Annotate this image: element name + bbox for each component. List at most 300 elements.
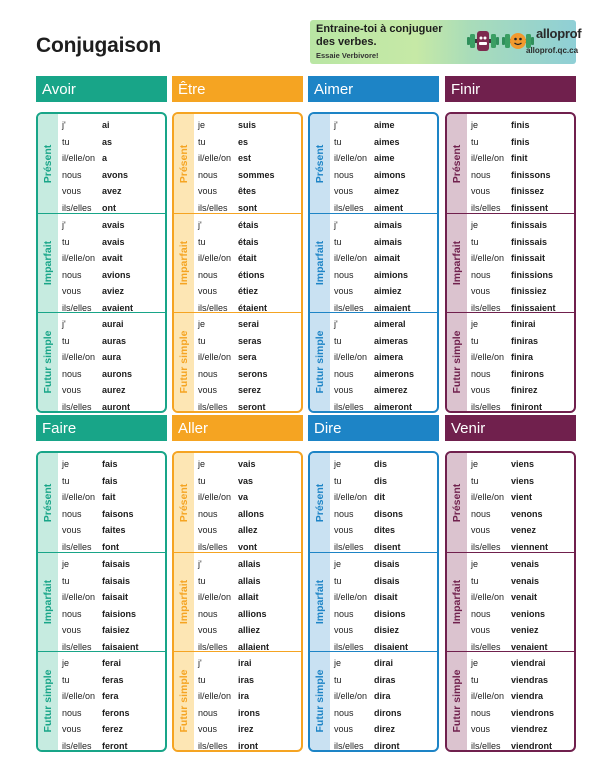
verb-form: fait <box>102 492 116 503</box>
conjugation-rows <box>467 214 574 312</box>
conjugation-row <box>58 349 165 366</box>
tense-block-futur <box>310 312 437 411</box>
conjugation-row <box>330 267 437 284</box>
verb-form: finissais <box>511 236 548 247</box>
verb-form: aimeral <box>374 319 406 330</box>
pronoun: tu <box>62 236 70 247</box>
verb-form: avons <box>102 169 129 180</box>
pronoun: vous <box>471 385 491 396</box>
conjugation-row <box>58 366 165 383</box>
conjugation-row <box>330 150 437 167</box>
conjugation-row <box>467 167 574 184</box>
conjugation-table <box>308 112 439 413</box>
verb-form: avions <box>102 269 131 280</box>
verb-form: faisais <box>102 559 131 570</box>
pronoun: je <box>334 459 342 470</box>
verb-form: disait <box>374 592 398 603</box>
tense-label-bar <box>310 214 330 312</box>
verb-form: aimeras <box>374 335 409 346</box>
verb-form: aime <box>374 120 395 131</box>
verb-form: finiront <box>511 401 542 412</box>
tense-label-bar <box>447 114 467 213</box>
pronoun: j' <box>334 220 338 231</box>
verb-form: irai <box>238 658 252 669</box>
verb-form: aimions <box>374 269 409 280</box>
conjugation-row <box>194 456 301 473</box>
verb-form: venait <box>511 592 538 603</box>
pronoun: tu <box>334 674 342 685</box>
conjugation-row <box>58 333 165 350</box>
verb-form: avait <box>102 253 123 264</box>
pronoun: je <box>62 459 70 470</box>
tense-label: Futur simple <box>451 669 463 733</box>
tense-label: Imparfait <box>42 579 54 625</box>
verb-form: est <box>238 153 252 164</box>
verb-form: seras <box>238 335 262 346</box>
conjugation-row <box>58 267 165 284</box>
pronoun: vous <box>471 525 491 536</box>
pronoun: il/elle/on <box>198 253 232 264</box>
conjugation-row <box>58 456 165 473</box>
conjugation-row <box>58 606 165 623</box>
pronoun: je <box>471 658 479 669</box>
conjugation-table <box>445 112 576 413</box>
verb-form: seront <box>238 401 266 412</box>
conjugation-row <box>467 150 574 167</box>
conjugation-row <box>467 399 574 414</box>
pronoun: tu <box>62 475 70 486</box>
conjugation-row <box>194 522 301 539</box>
verb-form: étions <box>238 269 265 280</box>
conjugation-rows <box>467 453 574 552</box>
conjugation-row <box>58 573 165 590</box>
pronoun: je <box>471 220 479 231</box>
verb-form: serons <box>238 368 268 379</box>
conjugation-row <box>58 688 165 705</box>
verb-form: faisaient <box>102 641 139 652</box>
pronoun: il/elle/on <box>198 352 232 363</box>
conjugation-row <box>330 167 437 184</box>
conjugation-row <box>467 473 574 490</box>
conjugation-row <box>194 250 301 267</box>
tense-label: Imparfait <box>178 240 190 286</box>
tense-label-bar <box>38 553 58 651</box>
conjugation-row <box>467 573 574 590</box>
conjugation-row <box>58 589 165 606</box>
conjugation-rows <box>194 553 301 651</box>
tense-label-bar <box>38 453 58 552</box>
conjugation-row <box>467 382 574 399</box>
conjugation-row <box>330 506 437 523</box>
verb-form: sommes <box>238 169 275 180</box>
conjugation-row <box>58 399 165 414</box>
pronoun: tu <box>334 575 342 586</box>
conjugation-row <box>194 283 301 300</box>
conjugation-row <box>194 655 301 672</box>
verb-form: fera <box>102 691 119 702</box>
pronoun: il/elle/on <box>198 592 232 603</box>
tense-block-imparfait <box>310 213 437 312</box>
conjugation-table <box>308 451 439 752</box>
tense-label: Présent <box>42 144 54 183</box>
verb-form: fais <box>102 475 118 486</box>
verb-form: finiras <box>511 335 539 346</box>
verb-form: aimait <box>374 253 401 264</box>
conjugation-row <box>58 522 165 539</box>
conjugation-row <box>330 589 437 606</box>
pronoun: ils/elles <box>62 740 92 751</box>
conjugation-row <box>467 250 574 267</box>
pronoun: tu <box>471 236 479 247</box>
verb-form: étais <box>238 220 259 231</box>
verbivore-banner[interactable] <box>310 20 582 64</box>
tense-label-bar <box>310 114 330 213</box>
pronoun: tu <box>471 136 479 147</box>
pronoun: je <box>334 658 342 669</box>
pronoun: ils/elles <box>62 541 92 552</box>
pronoun: je <box>471 120 479 131</box>
pronoun: tu <box>471 575 479 586</box>
tense-block-present <box>310 114 437 213</box>
conjugation-rows <box>194 114 301 213</box>
conjugation-row <box>330 721 437 738</box>
tense-block-imparfait <box>447 213 574 312</box>
verb-form: allions <box>238 608 267 619</box>
verb-form: viendras <box>511 674 549 685</box>
verb-card-etre <box>172 76 303 412</box>
conjugation-row <box>330 573 437 590</box>
verb-card-faire <box>36 415 167 751</box>
pronoun: nous <box>471 508 491 519</box>
verb-form: faites <box>102 525 126 536</box>
tense-block-futur <box>38 651 165 750</box>
conjugation-row <box>330 473 437 490</box>
pronoun: tu <box>62 136 70 147</box>
verb-form: aimes <box>374 136 400 147</box>
pronoun: nous <box>471 269 491 280</box>
verb-form: allais <box>238 559 261 570</box>
conjugation-row <box>330 134 437 151</box>
verb-form: aimiez <box>374 286 402 297</box>
conjugation-row <box>330 738 437 753</box>
conjugation-rows <box>194 652 301 750</box>
verb-form: viendrons <box>511 707 555 718</box>
verb-form: finirons <box>511 368 544 379</box>
conjugation-row <box>467 366 574 383</box>
pronoun: ils/elles <box>62 202 92 213</box>
tense-block-present <box>447 453 574 552</box>
tense-label: Présent <box>451 144 463 183</box>
pronoun: tu <box>198 575 206 586</box>
verb-form: disiez <box>374 625 400 636</box>
conjugation-row <box>58 721 165 738</box>
conjugation-row <box>58 234 165 251</box>
conjugation-row <box>194 234 301 251</box>
pronoun: nous <box>334 368 354 379</box>
tense-label-bar <box>447 313 467 411</box>
pronoun: il/elle/on <box>62 492 96 503</box>
pronoun: tu <box>471 674 479 685</box>
conjugation-row <box>330 234 437 251</box>
conjugation-rows <box>330 453 437 552</box>
conjugation-row <box>58 705 165 722</box>
pronoun: nous <box>62 508 82 519</box>
conjugation-row <box>194 167 301 184</box>
conjugation-rows <box>330 214 437 312</box>
pronoun: ils/elles <box>62 641 92 652</box>
pronoun: nous <box>334 707 354 718</box>
pronoun: il/elle/on <box>198 691 232 702</box>
verb-form: viendrai <box>511 658 546 669</box>
conjugation-row <box>330 349 437 366</box>
verb-form: finissiez <box>511 286 547 297</box>
conjugation-row <box>194 333 301 350</box>
conjugation-table <box>36 112 167 413</box>
pronoun: j' <box>62 120 66 131</box>
pronoun: ils/elles <box>334 401 364 412</box>
conjugation-row <box>467 489 574 506</box>
conjugation-rows <box>467 652 574 750</box>
verb-form: aimeront <box>374 401 413 412</box>
verb-form: aimons <box>374 169 406 180</box>
tense-block-futur <box>174 312 301 411</box>
conjugation-row <box>467 522 574 539</box>
conjugation-row <box>194 705 301 722</box>
pronoun: je <box>198 120 206 131</box>
verb-form: finira <box>511 352 534 363</box>
verb-form: veniez <box>511 625 539 636</box>
verb-form: ira <box>238 691 250 702</box>
verb-form: ferez <box>102 724 124 735</box>
pronoun: il/elle/on <box>334 492 368 503</box>
conjugation-row <box>330 672 437 689</box>
pronoun: ils/elles <box>471 740 501 751</box>
verb-form: aime <box>374 153 395 164</box>
conjugation-row <box>330 117 437 134</box>
tense-label: Futur simple <box>178 330 190 394</box>
verb-form: as <box>102 136 113 147</box>
tense-label-bar <box>174 553 194 651</box>
conjugation-row <box>330 183 437 200</box>
pronoun: vous <box>334 385 354 396</box>
verb-form: feront <box>102 740 128 751</box>
tense-label: Présent <box>314 144 326 183</box>
verb-form: avais <box>102 236 125 247</box>
conjugation-row <box>330 606 437 623</box>
tense-block-futur <box>310 651 437 750</box>
pronoun: vous <box>198 724 218 735</box>
tense-label: Imparfait <box>42 240 54 286</box>
pronoun: il/elle/on <box>334 592 368 603</box>
tense-label: Imparfait <box>178 579 190 625</box>
conjugation-rows <box>467 114 574 213</box>
verb-form: étaient <box>238 302 268 313</box>
pronoun: ils/elles <box>198 541 228 552</box>
verb-form: aimerez <box>374 385 408 396</box>
pronoun: ils/elles <box>62 302 92 313</box>
pronoun: vous <box>62 525 82 536</box>
pronoun: nous <box>62 368 82 379</box>
tense-label: Présent <box>451 483 463 522</box>
pronoun: nous <box>334 269 354 280</box>
verb-title: Aller <box>172 415 303 441</box>
conjugation-row <box>194 217 301 234</box>
verb-form: dis <box>374 475 388 486</box>
verb-form: fais <box>102 459 118 470</box>
tense-label-bar <box>447 453 467 552</box>
pronoun: nous <box>334 608 354 619</box>
conjugation-rows <box>58 313 165 411</box>
verb-title: Être <box>172 76 303 102</box>
verb-form: viens <box>511 475 535 486</box>
tense-label: Présent <box>42 483 54 522</box>
verb-form: disent <box>374 541 401 552</box>
pronoun: il/elle/on <box>471 153 505 164</box>
conjugation-row <box>194 399 301 414</box>
verb-form: va <box>238 492 249 503</box>
verb-form: venons <box>511 508 543 519</box>
tense-label-bar <box>447 652 467 750</box>
tense-block-present <box>174 453 301 552</box>
verb-form: aimera <box>374 352 404 363</box>
pronoun: il/elle/on <box>334 691 368 702</box>
pronoun: nous <box>471 368 491 379</box>
verb-form: finis <box>511 120 530 131</box>
verb-form: dites <box>374 525 396 536</box>
tense-block-futur <box>38 312 165 411</box>
conjugation-row <box>194 267 301 284</box>
conjugation-row <box>330 316 437 333</box>
verb-form: aimais <box>374 220 403 231</box>
pronoun: je <box>62 559 70 570</box>
verb-title: Faire <box>36 415 167 441</box>
conjugation-row <box>58 217 165 234</box>
conjugation-row <box>467 234 574 251</box>
verb-form: faisiez <box>102 625 130 636</box>
conjugation-row <box>330 456 437 473</box>
verb-form: finissions <box>511 269 554 280</box>
verb-form: sont <box>238 202 257 213</box>
conjugation-rows <box>58 114 165 213</box>
conjugation-row <box>58 506 165 523</box>
conjugation-row <box>467 705 574 722</box>
pronoun: il/elle/on <box>471 691 505 702</box>
conjugation-row <box>467 183 574 200</box>
conjugation-row <box>467 134 574 151</box>
conjugation-rows <box>194 453 301 552</box>
pronoun: je <box>471 459 479 470</box>
pronoun: je <box>471 559 479 570</box>
pronoun: je <box>471 319 479 330</box>
conjugation-row <box>194 688 301 705</box>
banner-cta[interactable]: Essaie Verbivore! <box>316 51 379 60</box>
pronoun: tu <box>62 575 70 586</box>
tense-block-present <box>38 453 165 552</box>
conjugation-row <box>467 333 574 350</box>
tense-label-bar <box>310 313 330 411</box>
conjugation-row <box>58 150 165 167</box>
verb-title: Aimer <box>308 76 439 102</box>
tense-label-bar <box>174 453 194 552</box>
verb-form: iront <box>238 740 258 751</box>
pronoun: il/elle/on <box>471 253 505 264</box>
tense-block-imparfait <box>310 552 437 651</box>
pronoun: il/elle/on <box>198 492 232 503</box>
tense-label-bar <box>38 313 58 411</box>
verb-title: Venir <box>445 415 576 441</box>
verb-form: finirai <box>511 319 536 330</box>
verb-form: vais <box>238 459 256 470</box>
conjugation-row <box>467 349 574 366</box>
conjugation-row <box>194 489 301 506</box>
tense-label: Présent <box>178 144 190 183</box>
conjugation-row <box>194 183 301 200</box>
pronoun: il/elle/on <box>62 592 96 603</box>
banner-url[interactable]: alloprof.qc.ca <box>526 46 579 55</box>
pronoun: vous <box>471 625 491 636</box>
pronoun: vous <box>198 286 218 297</box>
verb-form: finissais <box>511 220 548 231</box>
pronoun: j' <box>198 658 202 669</box>
verb-form: alliez <box>238 625 261 636</box>
pronoun: ils/elles <box>334 740 364 751</box>
tense-label: Futur simple <box>451 330 463 394</box>
verb-card-finir <box>445 76 576 412</box>
conjugation-row <box>467 589 574 606</box>
verb-form: venaient <box>511 641 548 652</box>
tense-label-bar <box>38 214 58 312</box>
pronoun: ils/elles <box>334 302 364 313</box>
pronoun: il/elle/on <box>334 153 368 164</box>
conjugation-row <box>58 316 165 333</box>
pronoun: nous <box>198 508 218 519</box>
tense-label: Futur simple <box>314 669 326 733</box>
conjugation-table <box>172 112 303 413</box>
tense-block-present <box>38 114 165 213</box>
conjugation-rows <box>467 553 574 651</box>
pronoun: j' <box>334 319 338 330</box>
verb-form: disais <box>374 575 400 586</box>
conjugation-row <box>194 349 301 366</box>
verb-form: aimais <box>374 236 403 247</box>
conjugation-row <box>330 655 437 672</box>
conjugation-row <box>58 167 165 184</box>
conjugation-row <box>194 366 301 383</box>
conjugation-rows <box>58 214 165 312</box>
conjugation-row <box>194 606 301 623</box>
tense-label: Futur simple <box>42 330 54 394</box>
pronoun: ils/elles <box>334 641 364 652</box>
verb-form: venez <box>511 525 537 536</box>
pronoun: ils/elles <box>198 202 228 213</box>
verb-form: dis <box>374 459 388 470</box>
pronoun: tu <box>198 236 206 247</box>
pronoun: ils/elles <box>471 401 501 412</box>
verb-form: viennent <box>511 541 549 552</box>
verb-form: venais <box>511 559 540 570</box>
verb-form: auras <box>102 335 127 346</box>
pronoun: j' <box>334 120 338 131</box>
verb-form: sera <box>238 352 257 363</box>
verb-form: vient <box>511 492 533 503</box>
conjugation-row <box>330 283 437 300</box>
verb-form: dirons <box>374 707 402 718</box>
verb-form: faisais <box>102 575 131 586</box>
verb-form: serai <box>238 319 260 330</box>
verb-card-aimer <box>308 76 439 412</box>
tense-label-bar <box>447 553 467 651</box>
tense-block-present <box>174 114 301 213</box>
